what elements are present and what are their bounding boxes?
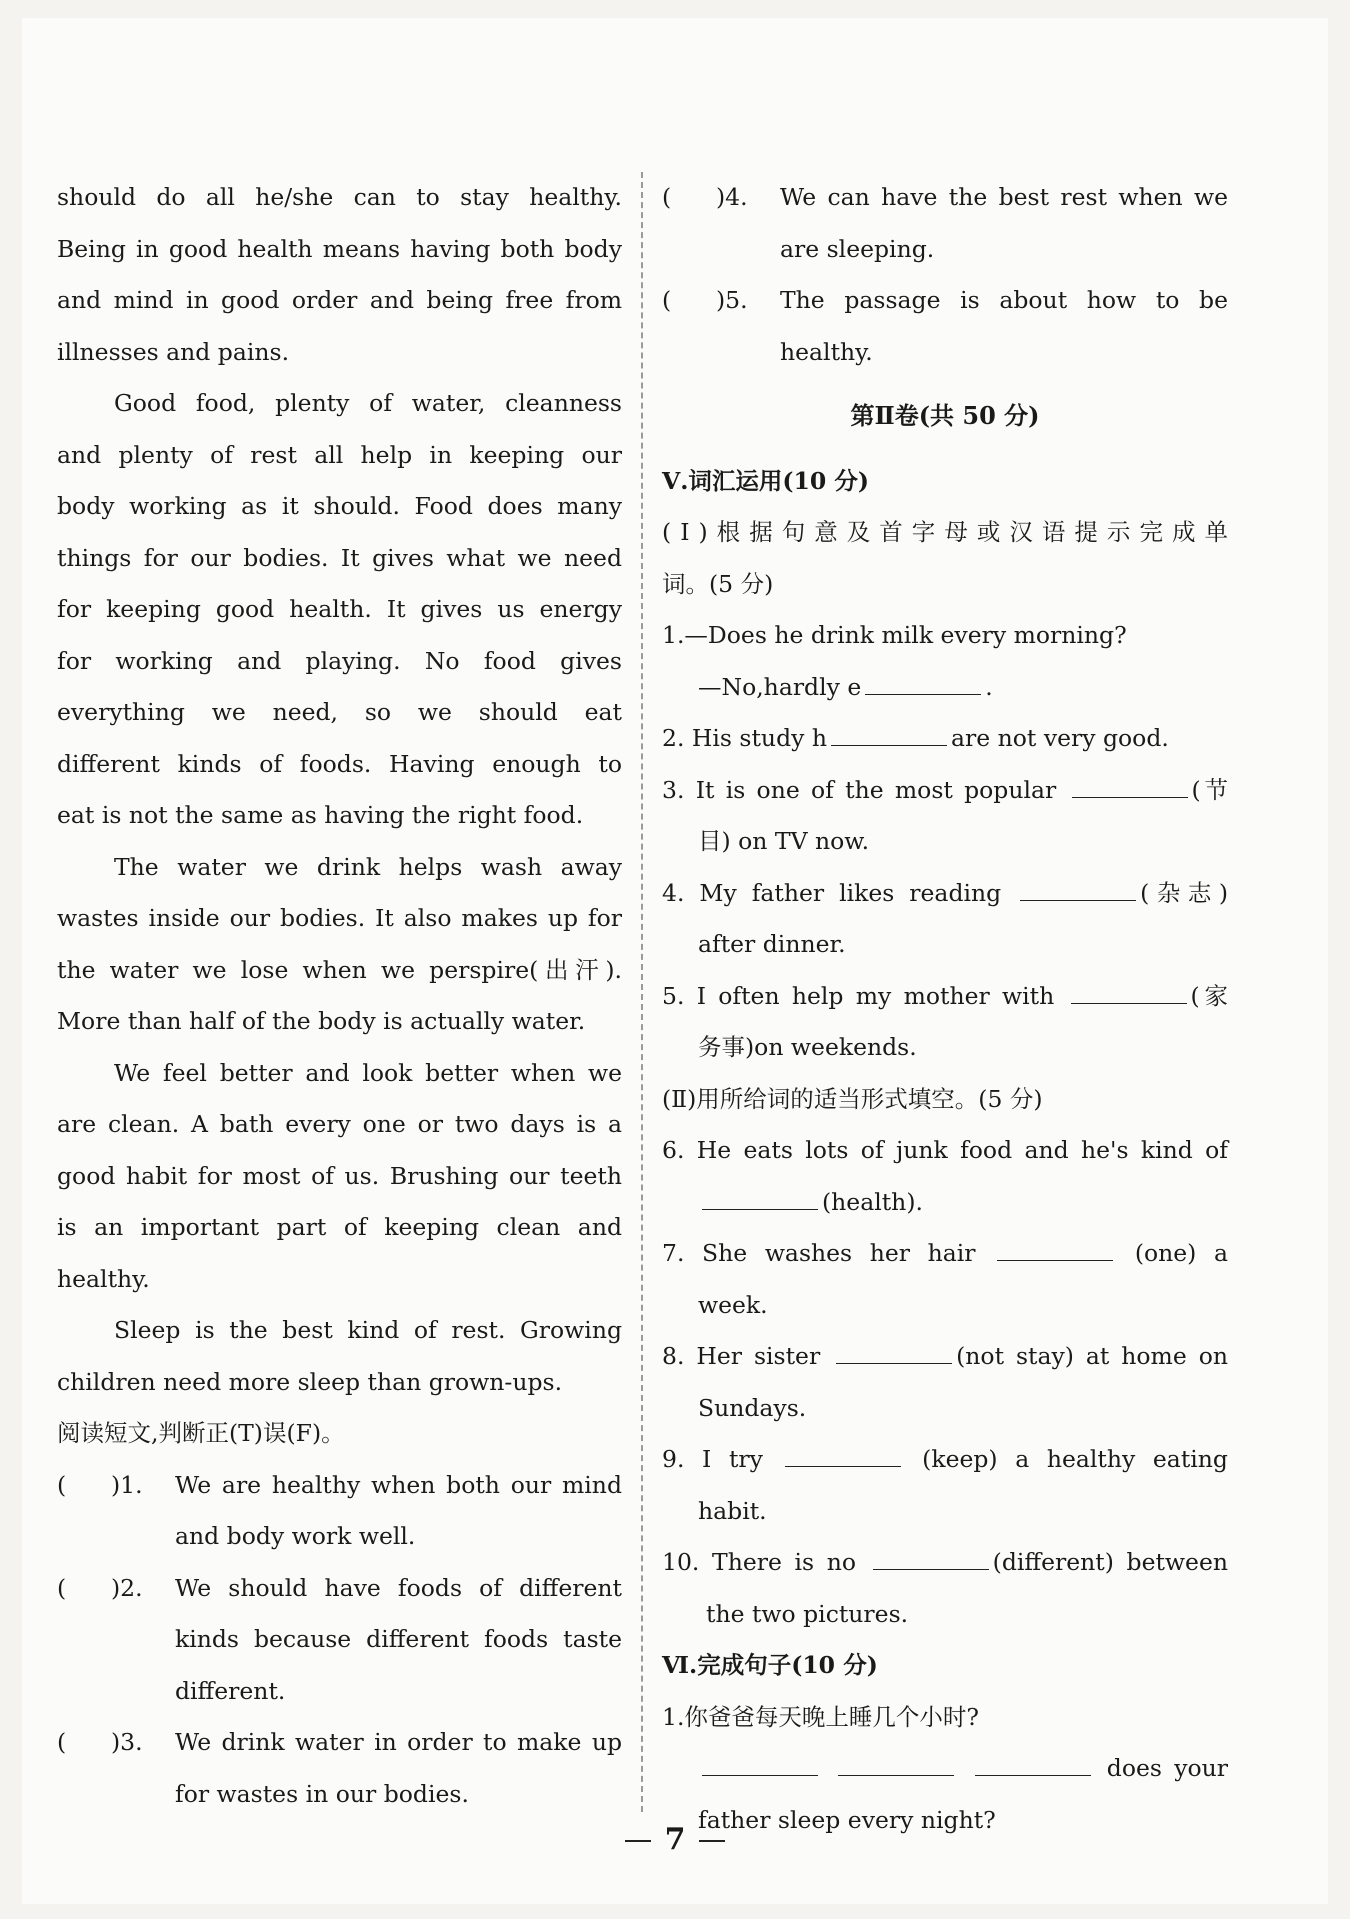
tf-question-2 <box>57 1563 622 1718</box>
sentence-item-1: 1.你爸爸每天晚上睡几个小时? does your father sleep every night? <box>662 1702 1228 1834</box>
section-6-title: Ⅵ.完成句子(10 分) <box>662 1651 878 1679</box>
left-column <box>57 172 622 1820</box>
text-line: is an important part of keeping clean and <box>57 1213 622 1241</box>
answer-blank[interactable] <box>1020 880 1136 901</box>
paragraph-2 <box>57 378 622 842</box>
answer-blank[interactable] <box>1071 983 1187 1004</box>
question-text: healthy. <box>780 337 873 366</box>
question-text: We can have the best rest when we <box>780 183 1228 211</box>
answer-blank[interactable] <box>702 1755 818 1776</box>
answer-blank[interactable] <box>865 674 981 695</box>
text-line: Being in good health means having both body <box>57 234 622 263</box>
vocab-item-1: 1.—Does he drink milk every morning? —No,hardly e . <box>662 621 1127 701</box>
page-number: 7 <box>0 1822 1350 1857</box>
text-line: wastes inside our bodies. It also makes up for <box>57 904 622 932</box>
column-divider <box>641 172 643 1812</box>
answer-blank[interactable] <box>873 1549 989 1570</box>
answer-blank[interactable] <box>997 1240 1113 1261</box>
text-line: should do all he/she can to stay healthy. <box>57 183 622 211</box>
text-line: for working and playing. No food gives <box>57 646 622 675</box>
answer-blank[interactable] <box>831 725 947 746</box>
part-title: 第Ⅱ卷(共 50 分) <box>850 401 1040 430</box>
tf-question-5 <box>662 275 1228 378</box>
text-line: different kinds of foods. Having enough to <box>57 749 622 778</box>
answer-bracket[interactable]: ( )2. <box>57 1573 143 1602</box>
right-column <box>662 172 1228 1846</box>
text-line: eat is not the same as having the right food. <box>57 801 584 829</box>
answer-blank[interactable] <box>975 1755 1091 1776</box>
tf-question-1 <box>57 1460 622 1563</box>
text-line: everything we need, so we should eat <box>57 698 622 726</box>
text-line: and mind in good order and being free from <box>57 286 622 314</box>
vocab-item-3: 3. It is one of the most popular (节 目) on TV now. <box>662 775 1228 855</box>
question-text: kinds because different foods taste <box>175 1625 622 1653</box>
text-line: body working as it should. Food does many <box>57 492 622 520</box>
text-line: We feel better and look better when we <box>114 1058 622 1087</box>
text-line: for keeping good health. It gives us energy <box>57 595 622 623</box>
text-line: More than half of the body is actually water. <box>57 1007 586 1035</box>
answer-bracket[interactable]: ( )1. <box>57 1470 143 1499</box>
answer-blank[interactable] <box>785 1446 901 1467</box>
paragraph-4 <box>57 1048 622 1306</box>
tf-question-3 <box>57 1717 622 1820</box>
question-text: are sleeping. <box>780 234 935 263</box>
question-text: The passage is about how to be <box>780 286 1228 314</box>
question-text: We are healthy when both our mind <box>175 1470 622 1499</box>
question-text: and body work well. <box>175 1522 416 1550</box>
question-text: We should have foods of different <box>175 1573 622 1602</box>
text-line: Good food, plenty of water, cleanness <box>114 389 622 417</box>
vocab-item-7: 7. She washes her hair (one) a week. <box>662 1239 1228 1319</box>
section-5-title: Ⅴ.词汇运用(10 分) <box>662 466 870 495</box>
text-line: illnesses and pains. <box>57 337 290 366</box>
text-line: children need more sleep than grown-ups. <box>57 1367 563 1396</box>
paragraph-3 <box>57 842 622 1048</box>
vocab-item-6: 6. He eats lots of junk food and he's kind of (health). <box>662 1136 1228 1216</box>
text-line: the water we lose when we perspire(出汗). <box>57 955 622 984</box>
question-text: different. <box>175 1676 286 1705</box>
vocab-item-10: 10. There is no (different) between the two pictures. <box>662 1548 1228 1628</box>
vocab-item-8: 8. Her sister (not stay) at home on Sundays. <box>662 1342 1228 1422</box>
vocab-item-2: 2. His study h are not very good. <box>662 724 1169 752</box>
dash-left <box>625 1840 651 1842</box>
section-5-sub1: (Ⅰ)根据句意及首字母或汉语提示完成单 词。(5 分) <box>662 518 1228 598</box>
paragraph-5 <box>57 1305 622 1408</box>
vocab-item-4: 4. My father likes reading (杂志) after dinner. <box>662 878 1228 958</box>
text-line: Sleep is the best kind of rest. Growing <box>114 1316 622 1344</box>
text-line: are clean. A bath every one or two days is a <box>57 1110 622 1138</box>
tf-question-4 <box>662 172 1228 275</box>
answer-blank[interactable] <box>838 1755 954 1776</box>
answer-blank[interactable] <box>1072 777 1188 798</box>
tf-instruction: 阅读短文,判断正(T)误(F)。 <box>57 1419 345 1447</box>
answer-bracket[interactable]: ( )3. <box>57 1728 143 1756</box>
text-line: The water we drink helps wash away <box>114 852 622 881</box>
vocab-item-9: 9. I try (keep) a healthy eating habit. <box>662 1445 1228 1525</box>
section-5-sub2: (Ⅱ)用所给词的适当形式填空。(5 分) <box>662 1084 1043 1113</box>
answer-bracket[interactable]: ( )5. <box>662 286 748 314</box>
answer-blank[interactable] <box>702 1189 818 1210</box>
text-line: healthy. <box>57 1264 150 1293</box>
text-line: things for our bodies. It gives what we need <box>57 543 622 572</box>
text-line: good habit for most of us. Brushing our teeth <box>57 1161 622 1190</box>
dash-right <box>699 1840 725 1842</box>
question-text: We drink water in order to make up <box>175 1728 622 1756</box>
answer-bracket[interactable]: ( )4. <box>662 183 748 211</box>
vocab-item-5: 5. I often help my mother with (家 务事)on weekends. <box>662 981 1228 1061</box>
paragraph-1 <box>57 172 622 378</box>
question-text: for wastes in our bodies. <box>175 1779 469 1808</box>
text-line: and plenty of rest all help in keeping our <box>57 440 622 469</box>
answer-blank[interactable] <box>836 1343 952 1364</box>
